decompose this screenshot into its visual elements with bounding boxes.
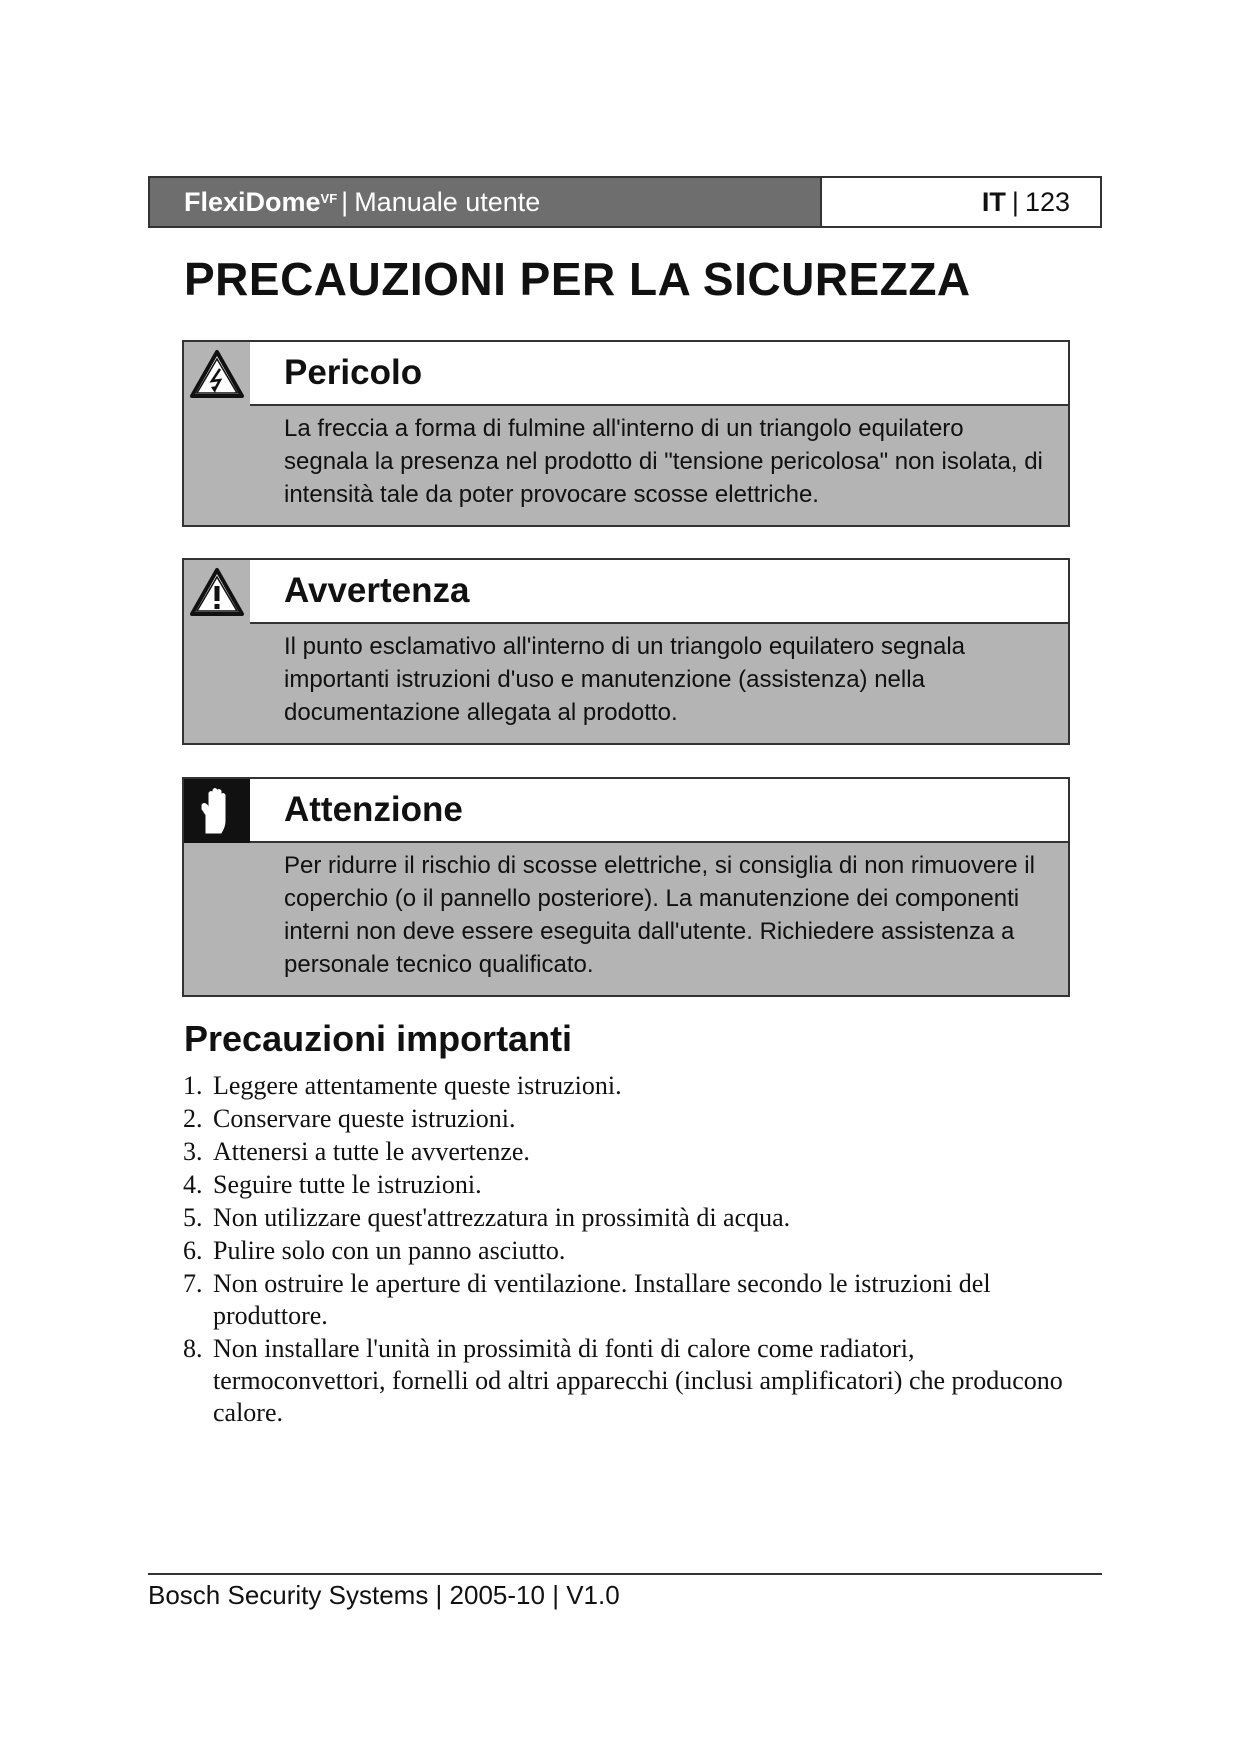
exclamation-triangle-icon (184, 560, 250, 624)
footer-date: 2005-10 (449, 1580, 545, 1610)
list-item-number: 5. (183, 1203, 203, 1232)
footer-version: V1.0 (566, 1580, 620, 1610)
product-suffix: VF (320, 190, 338, 206)
footer-divider (148, 1573, 1102, 1575)
list-item-text: Non utilizzare quest'attrezzatura in prossimità di acqua. (213, 1203, 791, 1232)
notice-title: Avvertenza (250, 560, 1068, 624)
notice-title: Attenzione (250, 779, 1068, 843)
page-header (148, 176, 1102, 228)
notice-body: Il punto esclamativo all'interno di un triangolo equilatero segnala importanti istruzioni d'uso e manutenzione (assistenza) nella documentazione allegata al prodotto. (284, 633, 966, 726)
list-item (183, 1169, 1083, 1201)
list-item-number: 6. (183, 1236, 203, 1265)
footer-company: Bosch Security Systems (148, 1580, 429, 1610)
footer-separator: | (435, 1580, 443, 1610)
list-item-text: Leggere attentamente queste istruzioni. (213, 1071, 622, 1100)
list-item (183, 1202, 1083, 1234)
list-item-text: Seguire tutte le istruzioni. (213, 1170, 482, 1199)
list-item-number: 1. (183, 1071, 203, 1100)
list-item (183, 1235, 1083, 1267)
page-number: 123 (1024, 186, 1070, 217)
notice-warning (182, 558, 1070, 745)
section-title: Precauzioni importanti (184, 1018, 573, 1059)
list-item (183, 1070, 1083, 1102)
list-item-number: 3. (183, 1137, 203, 1166)
notice-body: Per ridurre il rischio di scosse elettriche, si consiglia di non rimuovere il coperchio (o il pannello posteriore). La manutenzione dei componenti interni non deve essere eseguita dall'utente. Richiedere assistenza a personale tecnico qualificato. (284, 852, 1035, 978)
header-product-block (150, 178, 822, 226)
page-footer (148, 1580, 620, 1611)
product-name: FlexiDome (184, 186, 321, 217)
page-title: PRECAUZIONI PER LA SICUREZZA (184, 253, 971, 305)
header-page-separator: | (1011, 186, 1019, 217)
list-item-text: Conservare queste istruzioni. (213, 1104, 516, 1133)
language-code: IT (981, 186, 1006, 217)
list-item-text: Attenersi a tutte le avvertenze. (213, 1137, 530, 1166)
list-item (183, 1136, 1083, 1168)
notice-body: La freccia a forma di fulmine all'interno di un triangolo equilatero segnala la presenza nel prodotto di "tensione pericolosa" non isolata, di intensità tale da poter provocare scosse elettriche. (284, 415, 1043, 508)
list-item-number: 8. (183, 1334, 203, 1363)
notice-title: Pericolo (250, 342, 1068, 406)
list-item (183, 1103, 1083, 1135)
manual-title: Manuale utente (354, 186, 541, 217)
list-item-number: 7. (183, 1269, 203, 1298)
notice-caution (182, 777, 1070, 997)
footer-separator: | (552, 1580, 559, 1610)
list-item-text: Non ostruire le aperture di ventilazione. Installare secondo le istruzioni del produttore. (213, 1269, 991, 1330)
precautions-list (183, 1070, 1083, 1430)
notice-danger (182, 340, 1070, 527)
lightning-triangle-icon (184, 342, 250, 406)
list-item (183, 1333, 1083, 1429)
list-item-number: 2. (183, 1104, 203, 1133)
list-item-text: Non installare l'unità in prossimità di fonti di calore come radiatori, termoconvettori, fornelli od altri apparecchi (inclusi amplificatori) che producono calore. (213, 1334, 1063, 1427)
list-item (183, 1268, 1083, 1332)
list-item-text: Pulire solo con un panno asciutto. (213, 1236, 566, 1265)
list-item-number: 4. (183, 1170, 203, 1199)
header-separator: | (341, 186, 349, 217)
stop-hand-icon (184, 779, 250, 843)
header-page-block (822, 178, 1100, 226)
